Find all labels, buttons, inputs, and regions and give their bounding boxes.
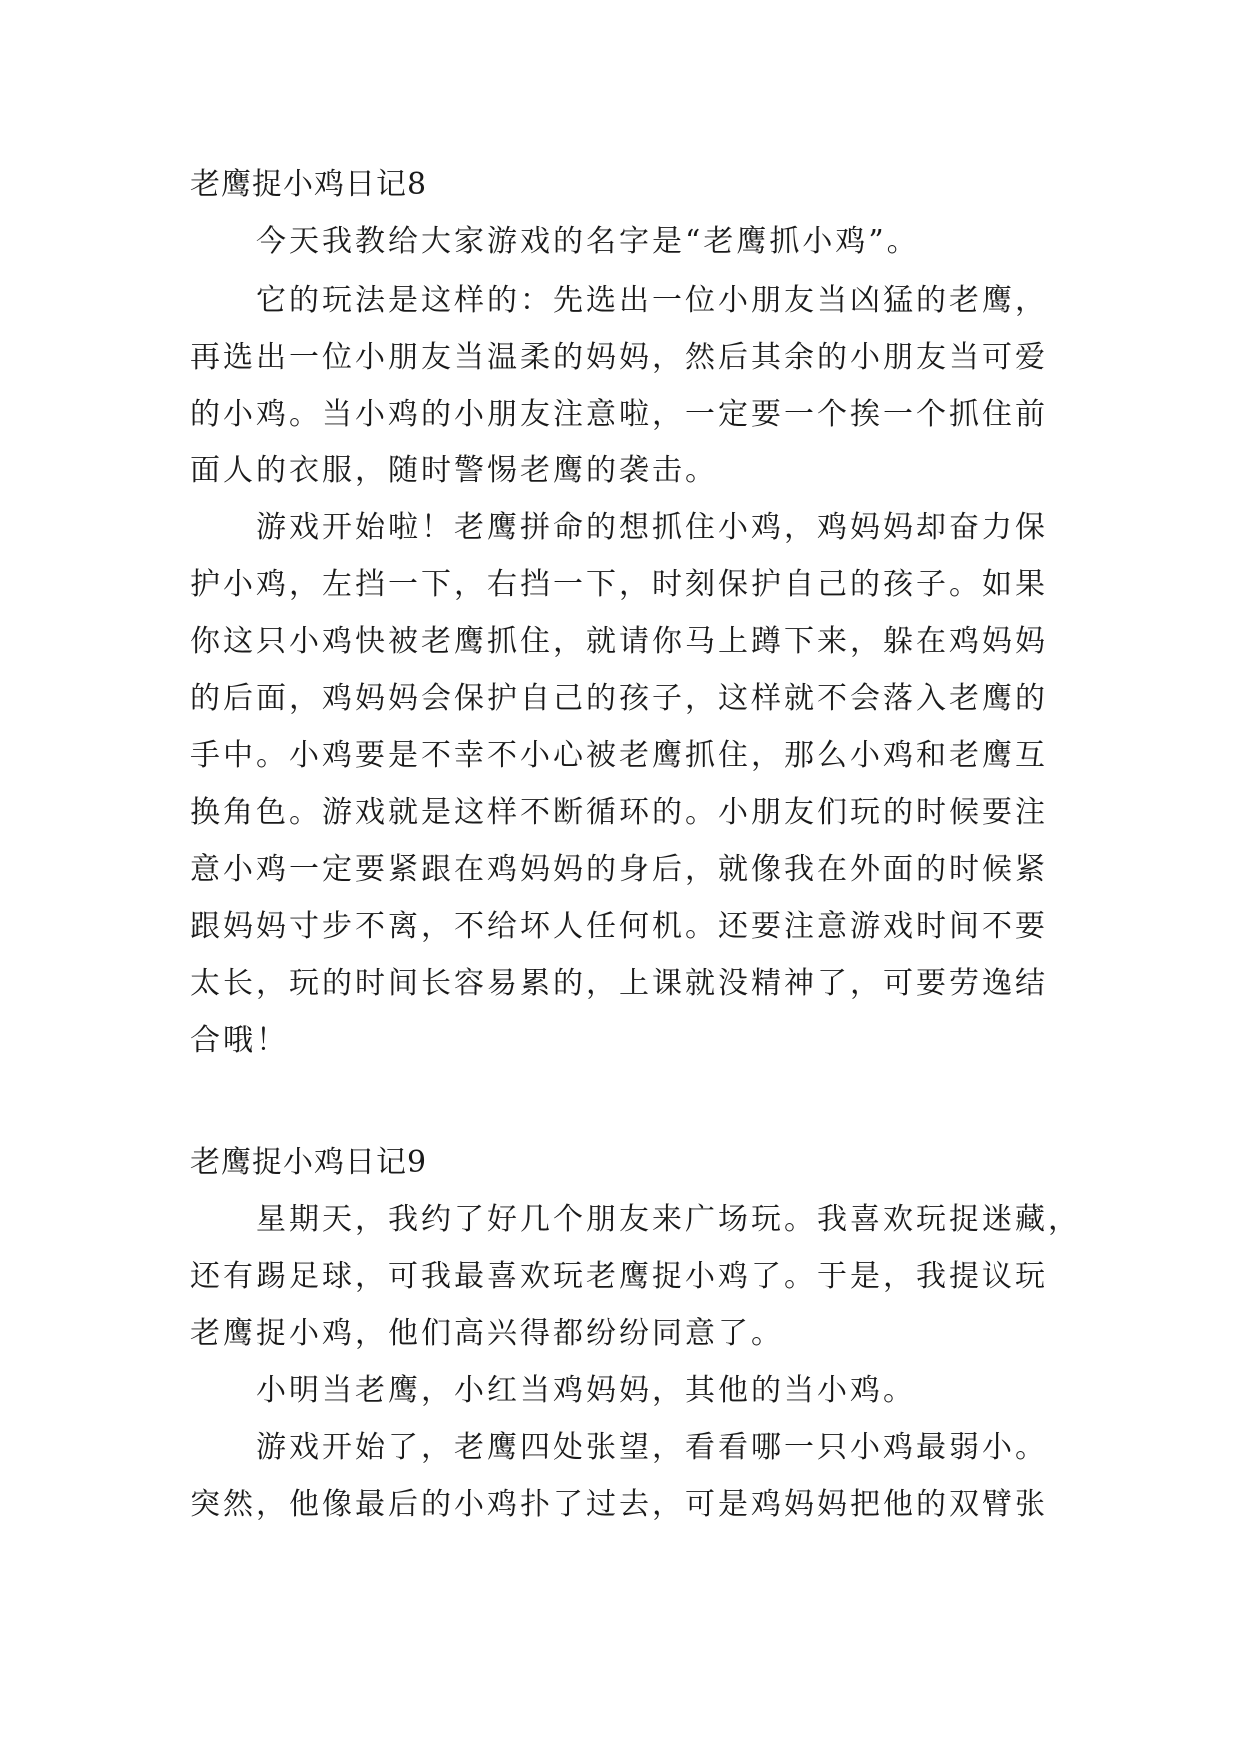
paragraph-line: 你这只小鸡快被老鹰抓住，就请你马上蹲下来，躲在鸡妈妈 <box>190 624 1048 659</box>
paragraph-line: 换角色。游戏就是这样不断循环的。小朋友们玩的时候要注 <box>190 795 1048 830</box>
paragraph-line: 它的玩法是这样的：先选出一位小朋友当凶猛的老鹰， <box>256 283 1048 318</box>
paragraph-line: 再选出一位小朋友当温柔的妈妈，然后其余的小朋友当可爱 <box>190 340 1048 375</box>
paragraph-line: 突然，他像最后的小鸡扑了过去，可是鸡妈妈把他的双臂张 <box>190 1487 1048 1522</box>
paragraph-line: 今天我教给大家游戏的名字是“老鹰抓小鸡”。 <box>256 224 920 259</box>
paragraph-line: 太长，玩的时间长容易累的，上课就没精神了，可要劳逸结 <box>190 966 1048 1001</box>
paragraph-line: 意小鸡一定要紧跟在鸡妈妈的身后，就像我在外面的时候紧 <box>190 852 1048 887</box>
paragraph-line: 星期天，我约了好几个朋友来广场玩。我喜欢玩捉迷藏， <box>256 1202 1081 1237</box>
paragraph-line: 小明当老鹰，小红当鸡妈妈，其他的当小鸡。 <box>256 1373 916 1408</box>
paragraph-line: 游戏开始了，老鹰四处张望，看看哪一只小鸡最弱小。 <box>256 1430 1048 1465</box>
entry-title-8: 老鹰捉小鸡日记8 <box>190 167 428 202</box>
paragraph-line: 老鹰捉小鸡，他们高兴得都纷纷同意了。 <box>190 1316 784 1351</box>
entry-title-9: 老鹰捉小鸡日记9 <box>190 1145 428 1180</box>
paragraph-line: 面人的衣服，随时警惕老鹰的袭击。 <box>190 453 718 488</box>
paragraph-line: 跟妈妈寸步不离，不给坏人任何机。还要注意游戏时间不要 <box>190 909 1048 944</box>
paragraph-line: 护小鸡，左挡一下，右挡一下，时刻保护自己的孩子。如果 <box>190 567 1048 602</box>
paragraph-line: 手中。小鸡要是不幸不小心被老鹰抓住，那么小鸡和老鹰互 <box>190 738 1048 773</box>
paragraph-line: 游戏开始啦！老鹰拼命的想抓住小鸡，鸡妈妈却奋力保 <box>256 510 1048 545</box>
paragraph-line: 合哦！ <box>190 1023 289 1058</box>
paragraph-line: 还有踢足球，可我最喜欢玩老鹰捉小鸡了。于是，我提议玩 <box>190 1259 1048 1294</box>
paragraph-line: 的后面，鸡妈妈会保护自己的孩子，这样就不会落入老鹰的 <box>190 681 1048 716</box>
paragraph-line: 的小鸡。当小鸡的小朋友注意啦，一定要一个挨一个抓住前 <box>190 397 1048 432</box>
